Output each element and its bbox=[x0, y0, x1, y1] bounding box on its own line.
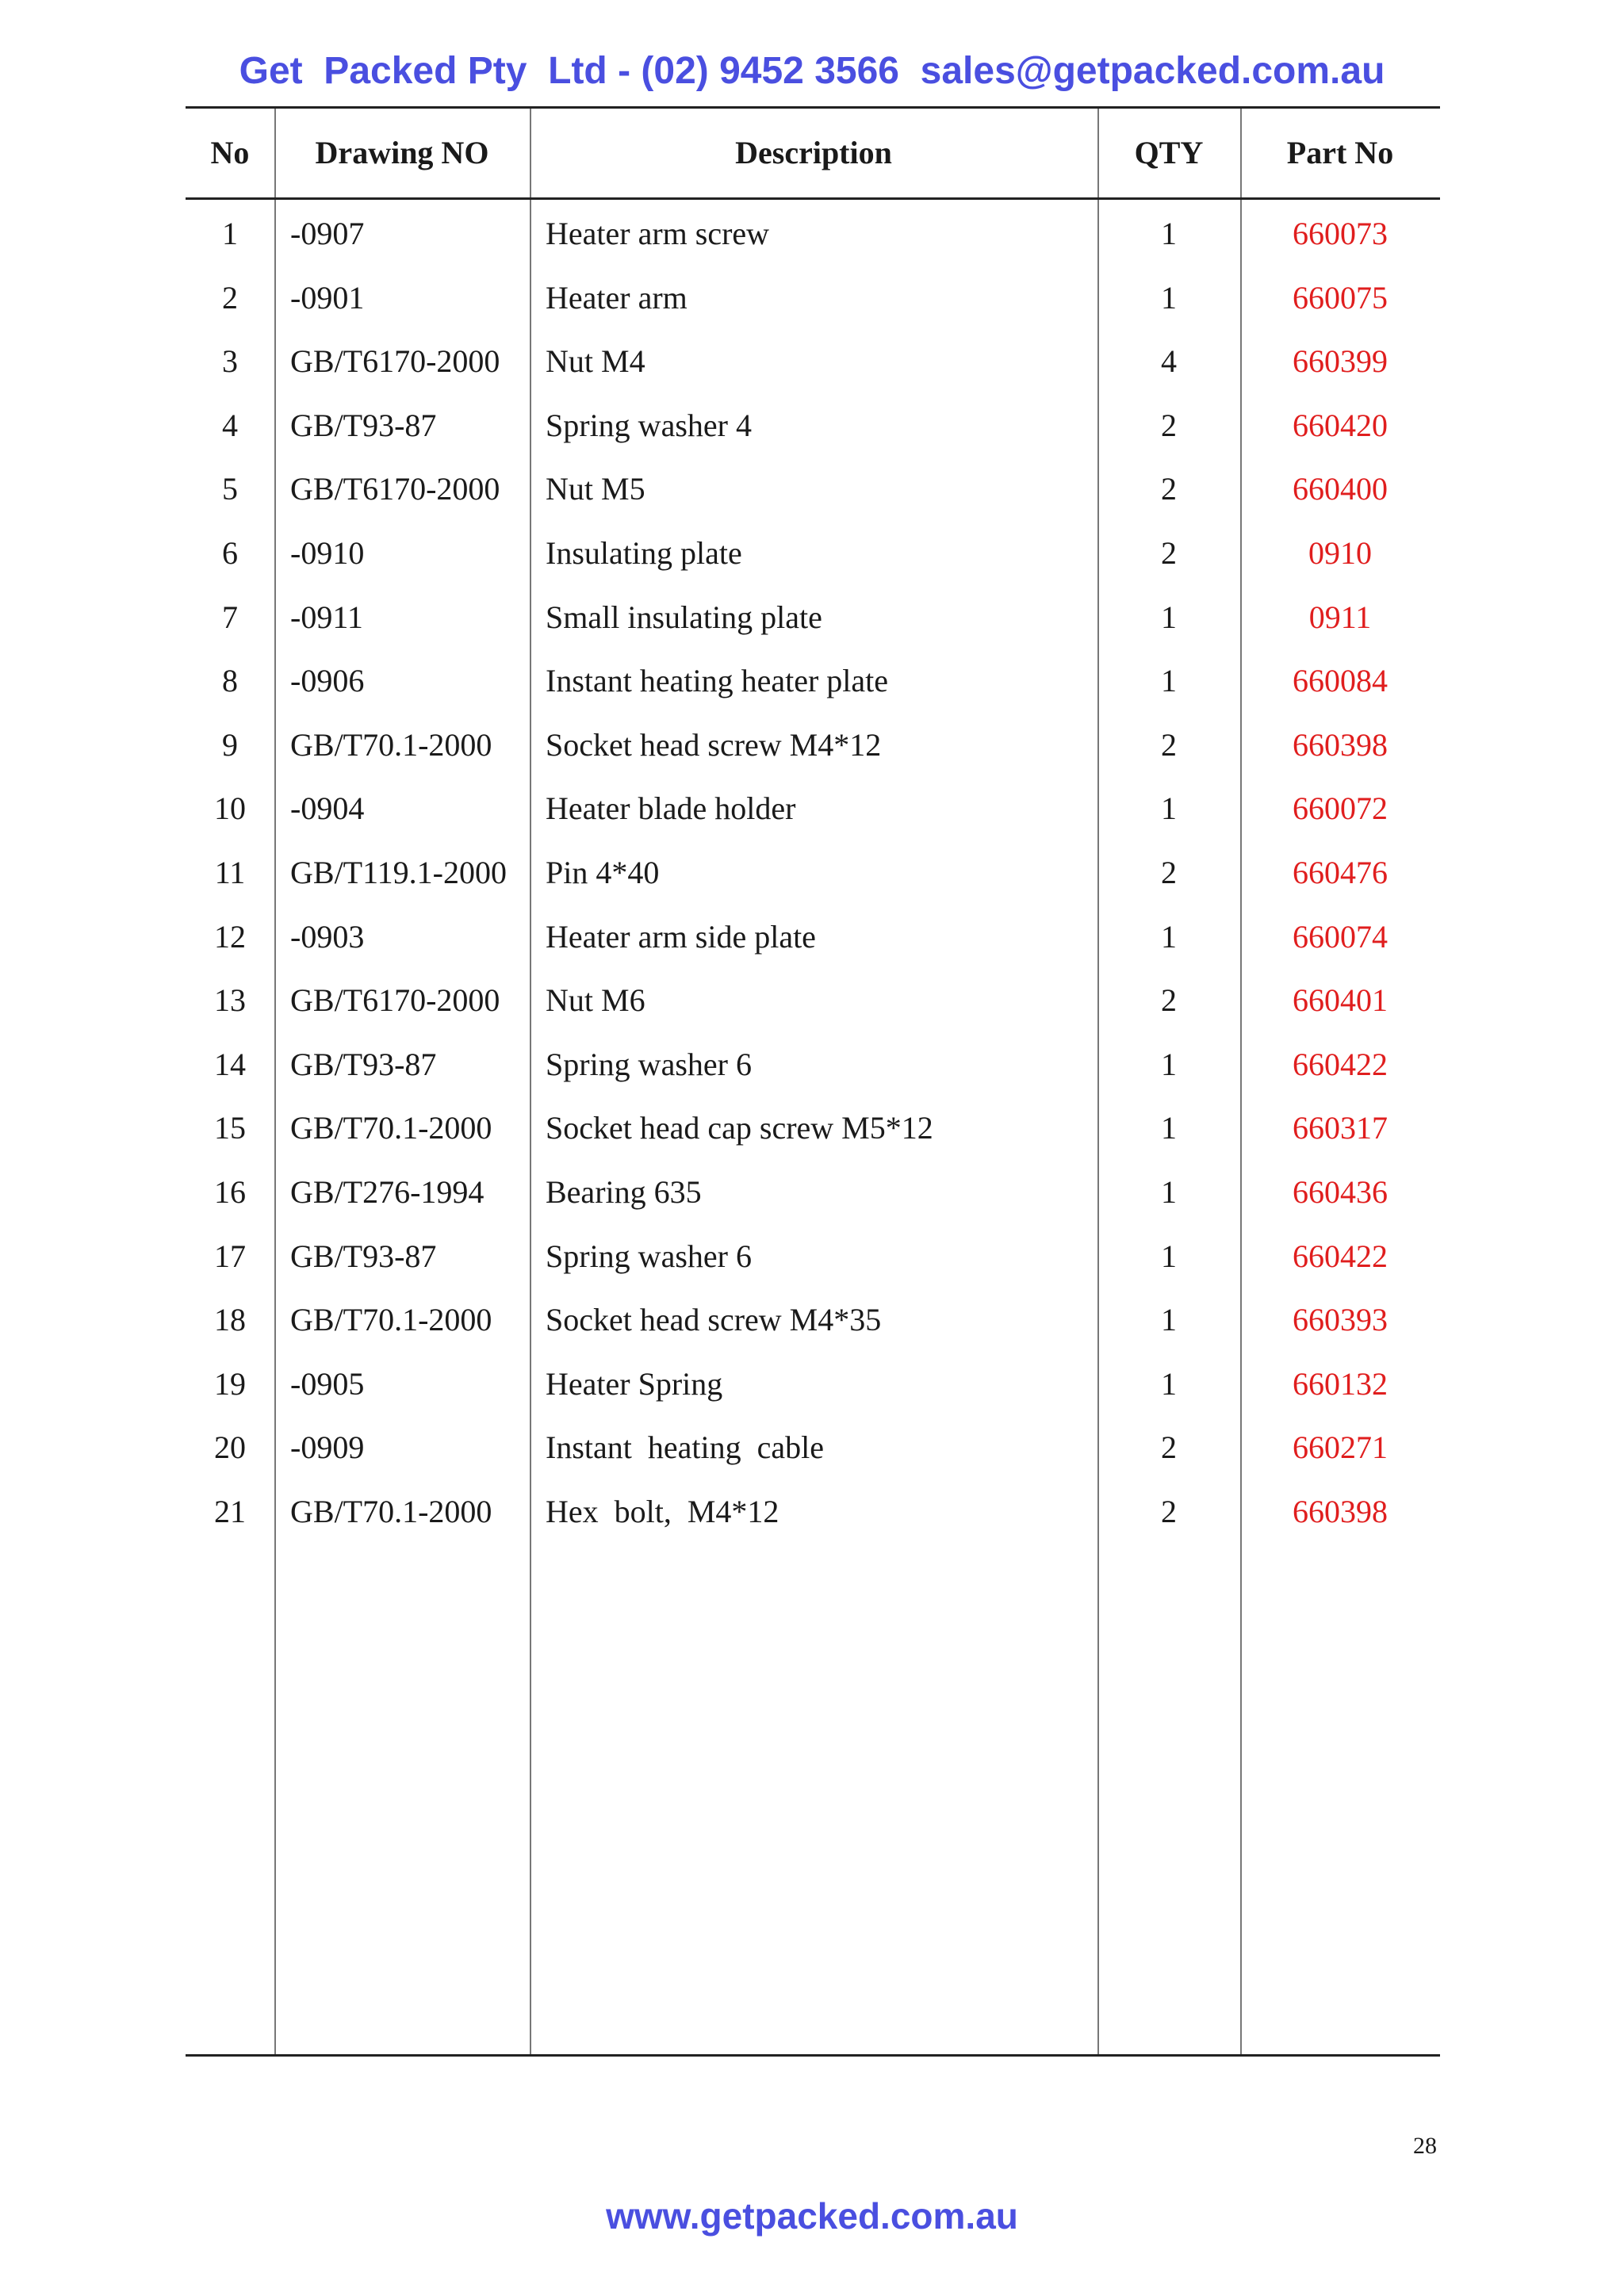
table-row bbox=[186, 200, 1440, 264]
cell-no: 1 bbox=[222, 216, 238, 251]
cell-drawing-no: GB/T119.1-2000 bbox=[290, 854, 507, 890]
table-row bbox=[186, 903, 1440, 967]
cell-part-no: 0910 bbox=[1308, 534, 1372, 571]
cell-qty: 2 bbox=[1161, 726, 1177, 763]
cell-qty: 1 bbox=[1161, 599, 1177, 635]
cell-no: 15 bbox=[214, 1110, 246, 1146]
cell-part-no: 660075 bbox=[1293, 279, 1388, 316]
cell-no: 19 bbox=[214, 1365, 246, 1402]
cell-part-no: 660422 bbox=[1293, 1046, 1388, 1082]
cell-part-no: 660073 bbox=[1293, 216, 1388, 251]
table-row bbox=[186, 775, 1440, 839]
cell-drawing-no: -0903 bbox=[290, 918, 365, 955]
cell-qty: 2 bbox=[1161, 407, 1177, 443]
cell-qty: 1 bbox=[1161, 663, 1177, 699]
cell-drawing-no: GB/T70.1-2000 bbox=[290, 1302, 492, 1338]
cell-part-no: 660393 bbox=[1293, 1302, 1388, 1338]
cell-qty: 2 bbox=[1161, 471, 1177, 507]
cell-drawing-no: GB/T70.1-2000 bbox=[290, 1110, 492, 1146]
cell-qty: 1 bbox=[1161, 1365, 1177, 1402]
cell-drawing-no: -0906 bbox=[290, 663, 365, 699]
cell-no: 14 bbox=[214, 1046, 246, 1082]
cell-no: 18 bbox=[214, 1302, 246, 1338]
cell-part-no: 660271 bbox=[1293, 1429, 1388, 1466]
cell-qty: 4 bbox=[1161, 343, 1177, 380]
page-number: 28 bbox=[1413, 2133, 1437, 2159]
table-row bbox=[186, 1158, 1440, 1223]
column-header-part-no: Part No bbox=[1286, 135, 1394, 170]
cell-description: Spring washer 6 bbox=[546, 1238, 752, 1274]
table-row bbox=[186, 1286, 1440, 1350]
cell-no: 4 bbox=[222, 407, 238, 443]
cell-part-no: 0911 bbox=[1308, 599, 1372, 635]
cell-part-no: 660400 bbox=[1293, 471, 1388, 507]
parts-table bbox=[186, 106, 1440, 2057]
cell-no: 8 bbox=[222, 663, 238, 699]
cell-description: Heater arm screw bbox=[546, 216, 770, 251]
table-row bbox=[186, 584, 1440, 648]
cell-qty: 1 bbox=[1161, 1302, 1177, 1338]
cell-description: Heater blade holder bbox=[546, 790, 796, 827]
cell-description: Nut M4 bbox=[546, 343, 645, 380]
cell-qty: 2 bbox=[1161, 534, 1177, 571]
cell-no: 12 bbox=[214, 918, 246, 955]
cell-part-no: 660401 bbox=[1293, 982, 1388, 1019]
cell-qty: 2 bbox=[1161, 982, 1177, 1019]
cell-qty: 1 bbox=[1161, 790, 1177, 827]
cell-part-no: 660132 bbox=[1293, 1365, 1388, 1402]
cell-description: Heater arm bbox=[546, 279, 688, 316]
cell-part-no: 660436 bbox=[1293, 1173, 1388, 1210]
cell-no: 2 bbox=[222, 279, 238, 316]
cell-description: Bearing 635 bbox=[546, 1173, 702, 1210]
cell-no: 21 bbox=[214, 1493, 246, 1529]
table-row bbox=[186, 1094, 1440, 1158]
cell-qty: 2 bbox=[1161, 1493, 1177, 1529]
cell-description: Heater arm side plate bbox=[546, 918, 816, 955]
cell-description: Hex bolt, M4*12 bbox=[546, 1493, 779, 1529]
cell-drawing-no: GB/T93-87 bbox=[290, 407, 437, 443]
cell-description: Socket head screw M4*12 bbox=[546, 726, 882, 763]
cell-no: 20 bbox=[214, 1429, 246, 1466]
cell-drawing-no: GB/T70.1-2000 bbox=[290, 1493, 492, 1529]
cell-part-no: 660072 bbox=[1293, 790, 1388, 827]
cell-description: Spring washer 6 bbox=[546, 1046, 752, 1082]
cell-description: Pin 4*40 bbox=[546, 854, 660, 890]
cell-description: Socket head cap screw M5*12 bbox=[546, 1110, 933, 1146]
cell-drawing-no: -0911 bbox=[290, 599, 363, 635]
cell-qty: 1 bbox=[1161, 1238, 1177, 1274]
table-row bbox=[186, 966, 1440, 1031]
cell-drawing-no: GB/T276-1994 bbox=[290, 1173, 485, 1210]
cell-no: 11 bbox=[214, 854, 246, 890]
header-contact-line: Get Packed Pty Ltd - (02) 9452 3566 sales@getpacked.com.au bbox=[239, 50, 1385, 92]
cell-no: 10 bbox=[214, 790, 246, 827]
cell-qty: 2 bbox=[1161, 854, 1177, 890]
cell-drawing-no: GB/T6170-2000 bbox=[290, 343, 500, 380]
cell-description: Spring washer 4 bbox=[546, 407, 752, 443]
cell-drawing-no: GB/T70.1-2000 bbox=[290, 726, 492, 763]
cell-part-no: 660317 bbox=[1293, 1110, 1388, 1146]
table-row bbox=[186, 647, 1440, 711]
cell-part-no: 660420 bbox=[1293, 407, 1388, 443]
table-row bbox=[186, 1223, 1440, 1287]
cell-description: Instant heating cable bbox=[546, 1429, 824, 1466]
cell-no: 16 bbox=[214, 1173, 246, 1210]
cell-drawing-no: -0910 bbox=[290, 534, 365, 571]
cell-qty: 1 bbox=[1161, 1110, 1177, 1146]
cell-drawing-no: GB/T6170-2000 bbox=[290, 471, 500, 507]
table-row bbox=[186, 1478, 1440, 1542]
cell-description: Nut M5 bbox=[546, 471, 645, 507]
cell-drawing-no: GB/T6170-2000 bbox=[290, 982, 500, 1019]
cell-no: 7 bbox=[222, 599, 238, 635]
cell-no: 5 bbox=[222, 471, 238, 507]
table-row bbox=[186, 455, 1440, 519]
table-row bbox=[186, 1414, 1440, 1478]
cell-no: 6 bbox=[222, 534, 238, 571]
cell-part-no: 660398 bbox=[1293, 726, 1388, 763]
cell-no: 3 bbox=[222, 343, 238, 380]
cell-qty: 1 bbox=[1161, 1173, 1177, 1210]
cell-drawing-no: -0904 bbox=[290, 790, 365, 827]
column-header-qty: QTY bbox=[1134, 135, 1204, 170]
table-row bbox=[186, 327, 1440, 392]
cell-description: Insulating plate bbox=[546, 534, 742, 571]
cell-description: Small insulating plate bbox=[546, 599, 822, 635]
table-row bbox=[186, 392, 1440, 456]
cell-part-no: 660074 bbox=[1293, 918, 1388, 955]
cell-part-no: 660422 bbox=[1293, 1238, 1388, 1274]
column-header-drawing-no: Drawing NO bbox=[315, 135, 489, 170]
cell-drawing-no: -0907 bbox=[290, 216, 365, 251]
table-body bbox=[186, 200, 1440, 1541]
table-row bbox=[186, 711, 1440, 775]
cell-qty: 1 bbox=[1161, 216, 1177, 251]
cell-qty: 1 bbox=[1161, 279, 1177, 316]
cell-drawing-no: GB/T93-87 bbox=[290, 1046, 437, 1082]
table-row bbox=[186, 839, 1440, 903]
cell-no: 9 bbox=[222, 726, 238, 763]
footer-url[interactable]: www.getpacked.com.au bbox=[606, 2195, 1018, 2237]
cell-no: 13 bbox=[214, 982, 246, 1019]
cell-drawing-no: GB/T93-87 bbox=[290, 1238, 437, 1274]
cell-description: Socket head screw M4*35 bbox=[546, 1302, 882, 1338]
cell-drawing-no: -0901 bbox=[290, 279, 365, 316]
cell-drawing-no: -0909 bbox=[290, 1429, 365, 1466]
cell-drawing-no: -0905 bbox=[290, 1365, 365, 1402]
table-row bbox=[186, 1350, 1440, 1414]
table-row bbox=[186, 264, 1440, 328]
cell-qty: 1 bbox=[1161, 1046, 1177, 1082]
cell-description: Heater Spring bbox=[546, 1365, 723, 1402]
table-row bbox=[186, 1031, 1440, 1095]
cell-qty: 2 bbox=[1161, 1429, 1177, 1466]
table-row bbox=[186, 519, 1440, 584]
cell-description: Instant heating heater plate bbox=[546, 663, 889, 699]
cell-description: Nut M6 bbox=[546, 982, 645, 1019]
cell-part-no: 660399 bbox=[1293, 343, 1388, 380]
column-header-description: Description bbox=[735, 135, 892, 170]
cell-no: 17 bbox=[214, 1238, 246, 1274]
cell-part-no: 660476 bbox=[1293, 854, 1388, 890]
cell-part-no: 660084 bbox=[1293, 663, 1388, 699]
cell-qty: 1 bbox=[1161, 918, 1177, 955]
cell-part-no: 660398 bbox=[1293, 1493, 1388, 1529]
column-header-no: No bbox=[210, 135, 250, 170]
